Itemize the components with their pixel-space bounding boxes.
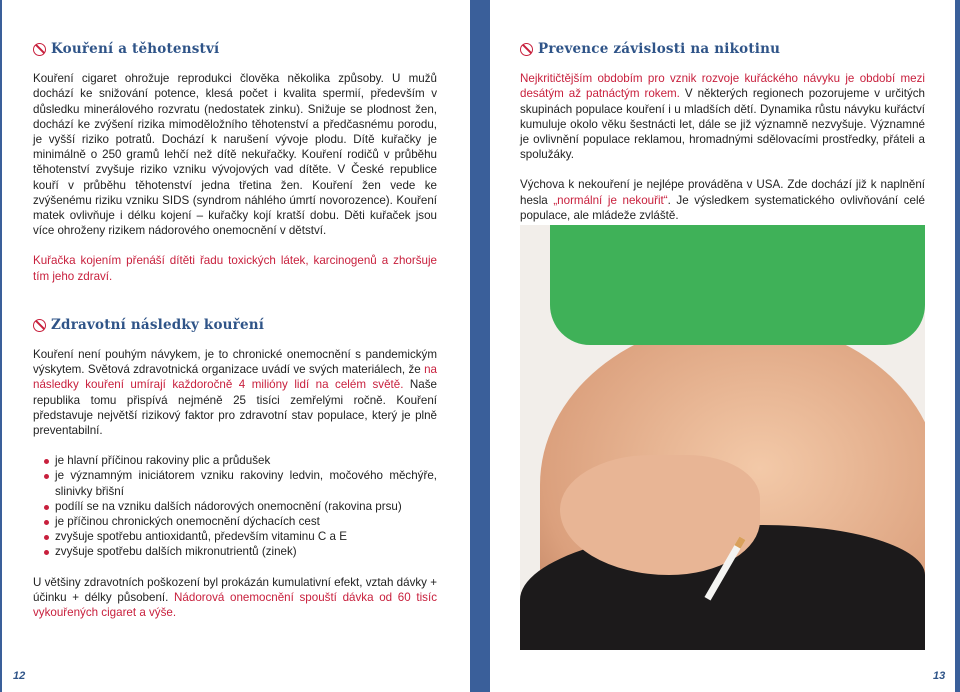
right-column	[520, 42, 925, 238]
no-smoking-icon	[520, 43, 533, 56]
left-edge-strip	[0, 0, 2, 692]
list-item: je hlavní příčinou rakoviny plic a průdušek	[55, 453, 437, 468]
paragraph: Kouření není pouhým návykem, je to chronické onemocnění s pandemickým výskytem. Světová zdravotnická organizace uvádí ve svých materiálech, že na následky kouření umírají každoročně 4 milióny lidí na celém světě. Naše republika tomu přispívá nejméně 25 tisíci zemřelými ročně. Kouření představuje největší rizikový faktor pro zdravotní stav populace, který je plně preventabilní.	[33, 348, 437, 438]
list-item: je významným iniciátorem vzniku rakoviny ledvin, močového měchýře, slinivky břišní	[55, 469, 437, 498]
paragraph: Kouření cigaret ohrožuje reprodukci člověka několika způsoby. U mužů dochází ke snižování potence, klesá počet i kvalita spermií, především v důsledku minerálového rozvratu (nedostatek zinku). Snižuje se plodnost žen, dochází ke zvýšení rizika mimoděložního těhotenství a předčasnému porodu, je vyšší riziko potratů. Dochází k narušení vývoje plodu. Dítě kuřačky je minimálně o 250 gramů lehčí než dítě nekuřačky. Kouření rodičů v průběhu těhotenství zvyšuje riziko vzniku vývojových vad dítěte. V České republice kouří v průběhu těhotenství jedna třetina žen. Kouření žen vede ke zvýšenému riziku vzniku SIDS (syndrom náhlého úmrtí novorozence). Kouření matek ovlivňuje i délku kojení – kuřačky kojí kratší dobu. Děti kuřaček jsou více ohroženy rizikem nádorového onemocnění v dětství.	[33, 72, 437, 238]
page-number-left: 12	[13, 670, 26, 682]
no-smoking-icon	[33, 319, 46, 332]
paragraph: Nejkritičtějším obdobím pro vznik rozvoje kuřáckého návyku je období mezi desátým až patnáctým rokem. V některých regionech pozorujeme v určitých skupinách populace kouření i u mladších dětí. Dynamika růstu návyku kuřáctví kumuluje okolo věku šestnácti let, dále se již významně nezvyšuje. Významné je ovlivnění populace reklamou, hromadnými sdělovacími prostředky, přáteli a spolužáky.	[520, 72, 925, 162]
paragraph: Výchova k nekouření je nejlépe prováděna v USA. Zde dochází již k naplnění hesla „normální je nekouřit“. Je výsledkem systematického ovlivňování celé populace, ale mládeže zvláště.	[520, 178, 925, 222]
left-column	[33, 42, 437, 635]
page-number-right: 13	[933, 670, 946, 682]
pregnant-woman-smoking-photo	[520, 225, 925, 650]
section-heading: Zdravotní následky kouření	[33, 318, 437, 333]
section-heading: Kouření a těhotenství	[33, 42, 437, 57]
right-edge-strip	[955, 0, 960, 692]
list-item: zvyšuje spotřebu antioxidantů, především vitaminu C a E	[55, 529, 437, 544]
no-smoking-icon	[33, 43, 46, 56]
list-item: je příčinou chronických onemocnění dýchacích cest	[55, 514, 437, 529]
section-heading: Prevence závislosti na nikotinu	[520, 42, 925, 57]
highlight-paragraph: Kuřačka kojením přenáší dítěti řadu toxických látek, karcinogenů a zhoršuje tím jeho zdraví.	[33, 254, 437, 283]
paragraph: U většiny zdravotních poškození byl prokázán kumulativní efekt, vztah dávky + účinku + délky působení. Nádorová onemocnění spouští dávka od 60 tisíc vykouřených cigaret a výše.	[33, 575, 437, 620]
list-item: podílí se na vzniku dalších nádorových onemocnění (rakovina prsu)	[55, 499, 437, 514]
list-item: zvyšuje spotřebu dalších mikronutrientů (zinek)	[55, 544, 437, 559]
spine-strip	[470, 0, 490, 692]
bullet-list	[55, 453, 437, 559]
